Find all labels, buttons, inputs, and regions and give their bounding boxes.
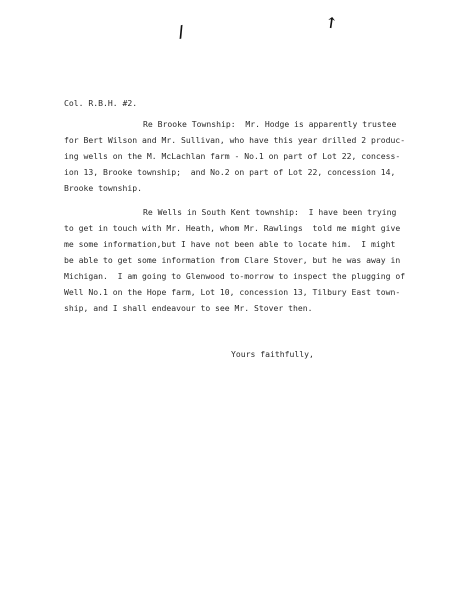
paragraph-2-line-6: Well No.1 on the Hope farm, Lot 10, concession 13, Tilbury East town- (64, 287, 401, 297)
paragraph-2-line-2: to get in touch with Mr. Heath, whom Mr. Rawlings told me might give (64, 223, 401, 233)
reference-line: Col. R.B.H. #2. (64, 98, 138, 108)
paragraph-2-line-5: Michigan. I am going to Glenwood to-morrow to inspect the plugging of (64, 271, 406, 281)
handwritten-tick-mark: ↑ (323, 13, 339, 33)
handwritten-mark: / (176, 21, 186, 42)
paragraph-1-line-1: Re Brooke Township: Mr. Hodge is apparently trustee (143, 119, 397, 129)
paragraph-2-line-7: ship, and I shall endeavour to see Mr. Stover then. (64, 303, 313, 313)
paragraph-2-line-3: me some information,but I have not been able to locate him. I might (64, 239, 396, 249)
paragraph-1-line-3: ing wells on the M. McLachlan farm - No.1 on part of Lot 22, concess- (64, 151, 401, 161)
paragraph-1-line-5: Brooke township. (64, 183, 142, 193)
paragraph-1-line-2: for Bert Wilson and Mr. Sullivan, who have this year drilled 2 produc- (64, 135, 406, 145)
paragraph-2-line-1: Re Wells in South Kent township: I have been trying (143, 207, 397, 217)
closing-signoff: Yours faithfully, (231, 349, 314, 359)
paragraph-2-line-4: be able to get some information from Clare Stover, but he was away in (64, 255, 401, 265)
paragraph-1-line-4: ion 13, Brooke township; and No.2 on part of Lot 22, concession 14, (64, 167, 396, 177)
